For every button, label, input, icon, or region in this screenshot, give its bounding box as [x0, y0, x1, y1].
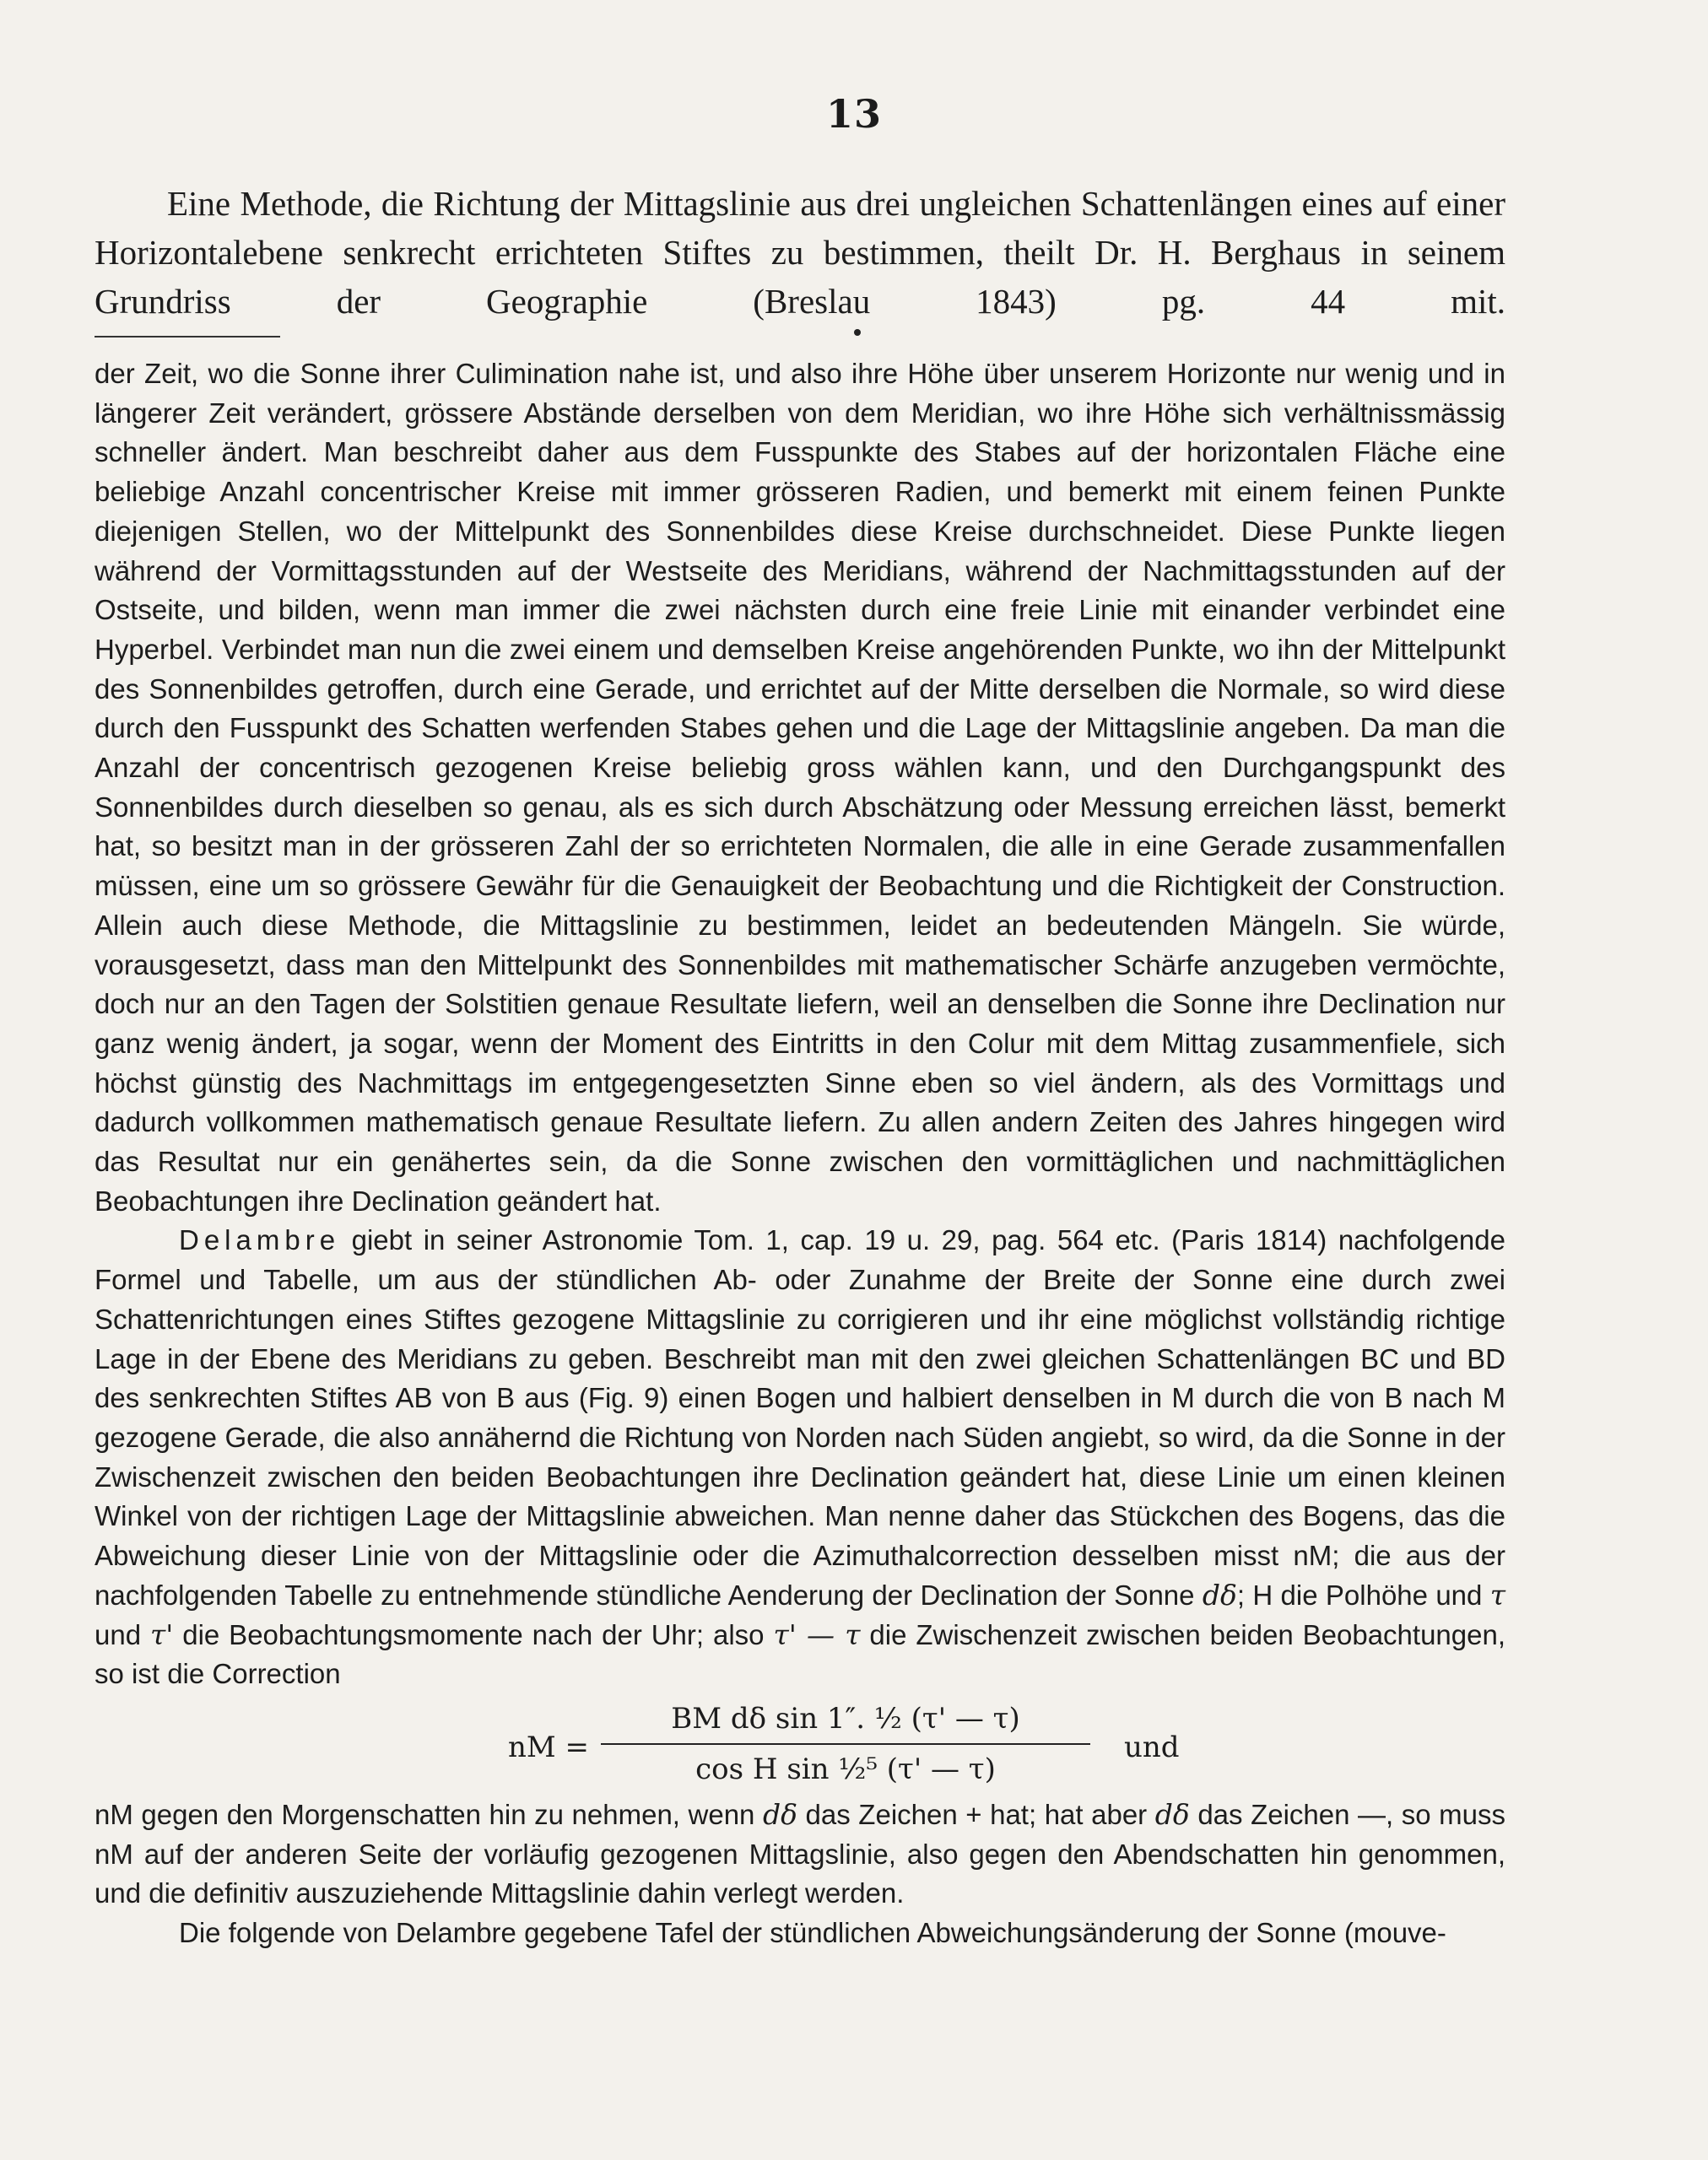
- symbol-tau-prime: τ': [149, 1617, 174, 1651]
- intro-paragraph: [95, 179, 1505, 375]
- paragraph-3-text-a: nM gegen den Morgenschatten hin zu nehmen, wenn: [95, 1798, 755, 1830]
- paragraph-3: [95, 1796, 1505, 1914]
- paragraph-2-text-e: die Zwischenzeit zwischen beiden Beobachtungen, so ist die Correction: [95, 1618, 1506, 1690]
- formula-trailing-word: und: [1124, 1730, 1180, 1764]
- formula-numerator: BM dδ sin 1″. ½ (τ' — τ): [671, 1701, 1020, 1736]
- paragraph-3-text-b: das Zeichen + hat; hat aber: [805, 1798, 1148, 1830]
- formula-lhs: nM =: [508, 1730, 590, 1764]
- symbol-d-delta-2: dδ: [762, 1797, 797, 1831]
- correction-formula: [95, 1698, 1505, 1796]
- formula-denominator: cos H sin ½⁵ (τ' — τ): [695, 1752, 996, 1786]
- symbol-tau-difference: τ' — τ: [773, 1617, 861, 1651]
- symbol-d-delta: dδ: [1202, 1578, 1237, 1612]
- intro-text: Eine Methode, die Richtung der Mittagslinie aus drei ungleichen Schattenlängen eines auf einer Horizontalebene senkrecht errichteten Stiftes zu bestimmen, theilt Dr. H. Berghaus in seinem Grundriss der Geographie (Breslau 1843) pg. 44 mit.: [95, 184, 1505, 321]
- page-number: 13: [825, 91, 882, 137]
- paragraph-2: [95, 1221, 1505, 1693]
- main-text: [95, 354, 1505, 1953]
- symbol-d-delta-3: dδ: [1154, 1797, 1190, 1831]
- dot-mark: [854, 329, 861, 336]
- paragraph-4: Die folgende von Delambre gegebene Tafel der stündlichen Abweichungsänderung der Sonne (mouve-: [179, 1917, 1446, 1949]
- paragraph-2-text-b: ; H die Polhöhe und: [1236, 1579, 1483, 1611]
- paragraph-2-text: giebt in seiner Astronomie Tom. 1, cap. 19 u. 29, pag. 564 etc. (Paris 1814) nachfolgende Formel und Tabelle, um aus der stündlichen Ab- oder Zunahme der Breite der Sonne eine durch zwei Schattenrichtungen eines Stiftes gezogene Mittagslinie zu corrigieren und ihr eine möglichst vollständig richtige Lage in der Ebene des Meridians zu geben. Beschreibt man mit den zwei gleichen Schattenlängen BC und BD des senkrechten Stiftes AB von B aus (Fig. 9) einen Bogen und halbiert denselben in M durch die von B nach M gezogene Gerade, die also annähernd die Richtung von Norden nach Süden angiebt, so wird, da die Sonne in der Zwischenzeit zwischen den beiden Beobachtungen ihre Declination geändert hat, diese Linie um einen kleinen Winkel von der richtigen Lage der Mittagslinie abweichen. Man nenne daher das Stückchen des Bogens, das die Abweichung dieser Linie von der Mittagslinie oder die Azimuthalcorrection desselben misst nM; die aus der nachfolgenden Tabelle zu entnehmende stündliche Aenderung der Declination der Sonne: [95, 1224, 1505, 1611]
- paragraph-2-text-c: und: [95, 1618, 142, 1650]
- paragraph-3-text-c: das Zeichen —, so muss nM auf der anderen Seite der vorläufig gezogenen Mittagslinie, also gegen den Abendschatten hin genommen, und die definitiv auszuziehende Mittagslinie dahin verlegt werden.: [95, 1798, 1506, 1909]
- symbol-tau: τ: [1489, 1578, 1506, 1612]
- separator-rule: [95, 336, 280, 338]
- paragraph-1: der Zeit, wo die Sonne ihrer Culimination nahe ist, und also ihre Höhe über unserem Horizonte nur wenig und in längerer Zeit verändert, grössere Abstände derselben von dem Meridian, wo ihre Höhe sich verhältnissmässig schneller ändert. Man beschreibt daher aus dem Fusspunkte des Stabes auf der horizontalen Fläche eine beliebige Anzahl concentrischer Kreise mit immer grösseren Radien, und bemerkt mit einem feinen Punkte diejenigen Stellen, wo der Mittelpunkt des Sonnenbildes diese Kreise durchschneidet. Diese Punkte liegen während der Vormittagsstunden auf der Westseite des Meridians, während der Nachmittagsstunden auf der Ostseite, und bilden, wenn man immer die zwei nächsten durch eine freie Linie mit einander verbindet eine Hyperbel. Verbindet man nun die zwei einem und demselben Kreise angehörenden Punkte, wo ihn der Mittelpunkt des Sonnenbildes getroffen, durch eine Gerade, und errichtet auf der Mitte derselben die Normale, so wird diese durch den Fusspunkt des Schatten werfenden Stabes gehen und die Lage der Mittagslinie angeben. Da man die Anzahl der concentrisch gezogenen Kreise beliebig gross wählen kann, und den Durchgangspunkt des Sonnenbildes durch dieselben so genau, als es sich durch Abschätzung oder Messung erreichen lässt, bemerkt hat, so besitzt man in der grösseren Zahl der so errichteten Normalen, die alle in eine Gerade zusammenfallen müssen, eine um so grössere Gewähr für die Genauigkeit der Beobachtung und die Richtigkeit der Construction. Allein auch diese Methode, die Mittagslinie zu bestimmen, leidet an bedeutenden Mängeln. Sie würde, vorausgesetzt, dass man den Mittelpunkt des Sonnenbildes mit mathematischer Schärfe anzugeben vermöchte, doch nur an den Tagen der Solstitien genaue Resultate liefern, weil an denselben die Sonne ihre Declination nur ganz wenig ändert, ja sogar, wenn der Moment des Eintritts in den Colur mit dem Mittag zusammenfiele, sich höchst günstig des Nachmittags im entgegengesetzten Sinne eben so viel ändern, als des Vormittags und dadurch vollkommen mathematisch genaue Resultate liefern. Zu allen andern Zeiten des Jahres hingegen wird das Resultat nur ein genähertes sein, da die Sonne zwischen den vormittäglichen und nachmittäglichen Beobachtungen ihre Declination geändert hat.: [95, 358, 1505, 1217]
- paragraph-2-text-d: die Beobachtungsmomente nach der Uhr; also: [182, 1618, 765, 1650]
- formula-fraction: [601, 1698, 1090, 1790]
- author-name: Delambre: [179, 1224, 341, 1256]
- fraction-bar: [601, 1743, 1090, 1745]
